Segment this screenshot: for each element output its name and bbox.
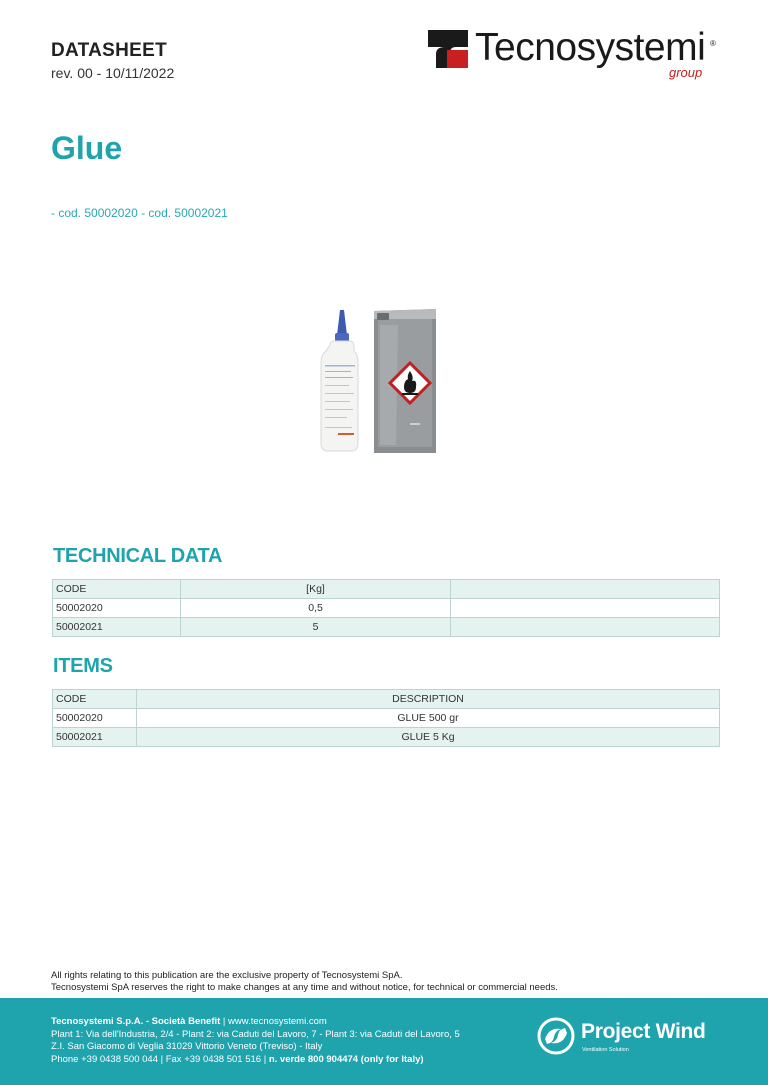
project-wind-logo xyxy=(537,1017,727,1059)
address-line: Plant 1: Via dell'Industria, 2/4 - Plant 2: via Caduti del Lavoro, 7 - Plant 3: via Caduti del Lavoro, 5 xyxy=(51,1028,460,1040)
table-header-row xyxy=(53,690,720,709)
project-wind-name: Project Wind xyxy=(581,1020,706,1043)
project-wind-tagline: Ventilation Solution xyxy=(582,1047,629,1053)
table-row xyxy=(53,618,720,637)
tecnosystemi-mark-icon xyxy=(428,30,468,68)
rights-line: Tecnosystemi SpA reserves the right to make changes at any time and without notice, for technical or commercial needs. xyxy=(51,982,558,993)
revision-date: rev. 00 - 10/11/2022 xyxy=(51,65,175,81)
company-name: Tecnosystemi S.p.A. - Società Benefit xyxy=(51,1016,221,1027)
glue-bottle-and-tin-photo-icon xyxy=(318,305,438,460)
company-website[interactable]: | www.tecnosystemi.com xyxy=(220,1016,327,1027)
product-codes: - cod. 50002020 - cod. 50002021 xyxy=(51,206,228,220)
datasheet-label: DATASHEET xyxy=(51,40,167,61)
table-row xyxy=(53,728,720,747)
cell-code: 50002020 xyxy=(53,709,137,728)
cell-weight: 5 xyxy=(181,618,451,637)
project-wind-swirl-icon xyxy=(537,1017,575,1055)
company-line xyxy=(51,1016,460,1029)
cell-description: GLUE 500 gr xyxy=(137,709,720,728)
cell-code: 50002021 xyxy=(53,618,181,637)
table-header-row xyxy=(53,580,720,599)
brand-group: group xyxy=(669,65,703,80)
cell-weight: 0,5 xyxy=(181,599,451,618)
header-empty xyxy=(451,580,720,599)
registered-mark: ® xyxy=(710,39,716,48)
header-code: CODE xyxy=(53,690,137,709)
company-info xyxy=(51,1016,460,1066)
address-line: Z.I. San Giacomo di Veglia 31029 Vittorio Veneto (Treviso) - Italy xyxy=(51,1041,323,1053)
table-row xyxy=(53,709,720,728)
technical-data-table xyxy=(52,579,720,637)
phone-fax: Phone +39 0438 500 044 | Fax +39 0438 501 516 | xyxy=(51,1053,269,1065)
rights-line: All rights relating to this publication are the exclusive property of Tecnosystemi SpA. xyxy=(51,970,403,981)
items-title: ITEMS xyxy=(53,655,113,677)
header-description: DESCRIPTION xyxy=(137,690,720,709)
technical-data-title: TECHNICAL DATA xyxy=(53,545,223,567)
cell-code: 50002020 xyxy=(53,599,181,618)
toll-free-number: n. verde 800 904474 (only for Italy) xyxy=(268,1053,424,1065)
tecnosystemi-logo xyxy=(428,27,728,85)
cell-code: 50002021 xyxy=(53,728,137,747)
product-title: Glue xyxy=(51,130,123,166)
table-row xyxy=(53,599,720,618)
cell-empty xyxy=(451,599,720,618)
header-weight: [Kg] xyxy=(181,580,451,599)
brand-name: Tecnosystemi xyxy=(475,26,706,69)
cell-description: GLUE 5 Kg xyxy=(137,728,720,747)
items-table xyxy=(52,689,720,747)
cell-empty xyxy=(451,618,720,637)
header-code: CODE xyxy=(53,580,181,599)
contact-line xyxy=(51,1054,460,1067)
rights-notice xyxy=(51,970,558,994)
